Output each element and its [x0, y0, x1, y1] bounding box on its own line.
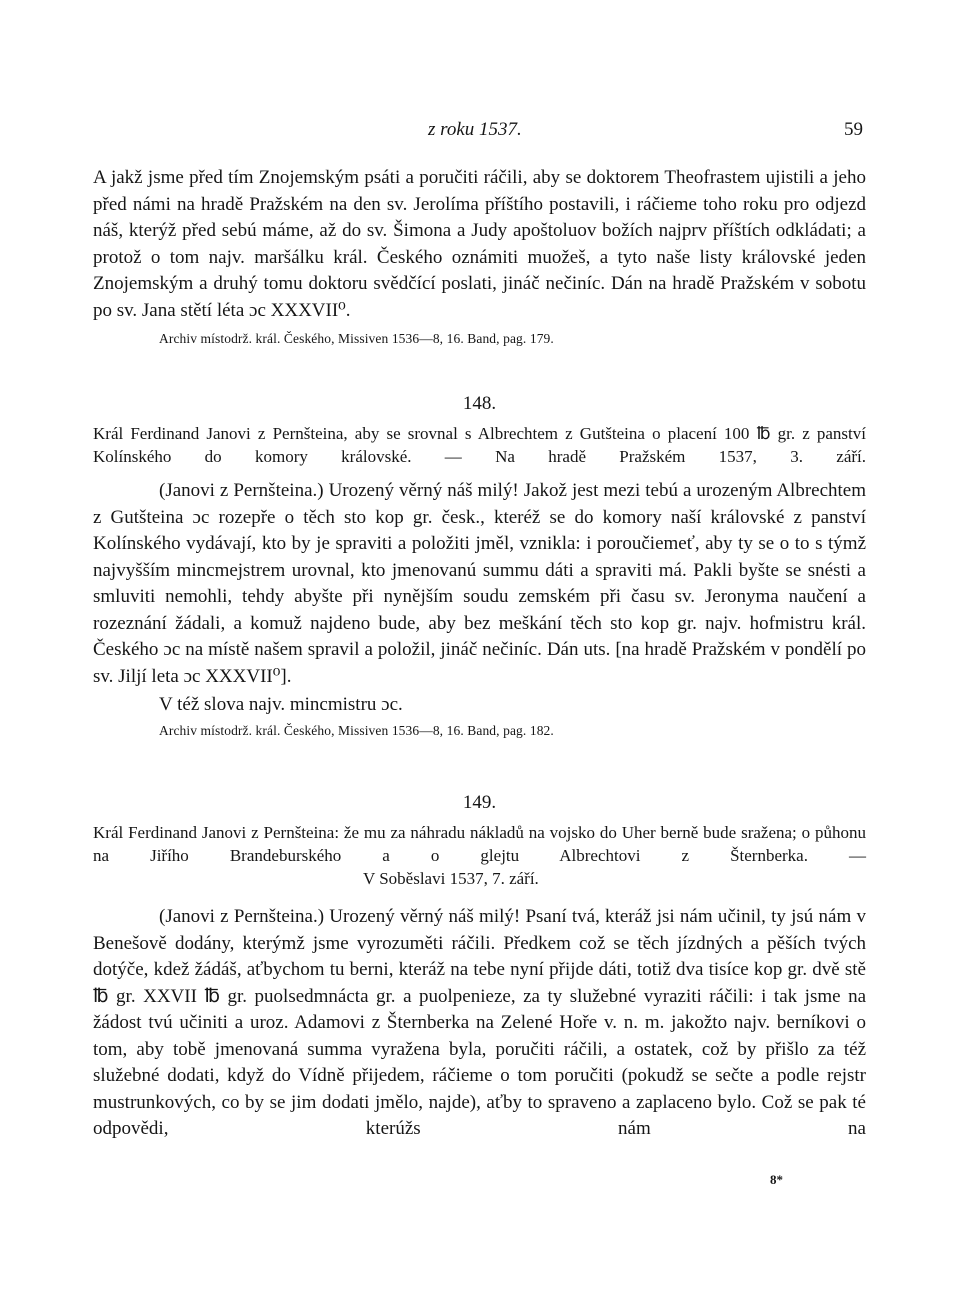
signature-mark: 8*	[770, 1172, 783, 1187]
document-149-text: (Janovi z Pernšteina.) Urozený věrný náš milý! Psaní tvá, kteráž jsi nám učinil, ty jsú nám v Benešově dodány, kterýmž jsme vyrozuměti ráčili. Předkem což se těch jízdných a pěších tvých dotýče, kdež žádáš, aťbychom tu berni, kteráž na tebe nyní přijde dáti, totiž dva tisíce kop gr. dvě stě ℔ gr. XXVII ℔ gr. puolsedmnácta gr. a puolpenieze, za ty služebné vyraziti ráčili: i tak jsme na žádost tvú učiniti a uroz. Adamovi z Šternberka na Zelené Hoře v. n. m. jakožto najv. berníkovi o tom, aby tobě jmenovaná summa vyražena byla, poručiti ráčili, a ostatek, což by přišlo za též služebné dodati, když do Vídně přijedem, ráčieme o tom poručiti (pokudž se sečte a podle rejstr mustrunkových, co by se jim dodati jmělo, najde), aťby to spraveno a zaplaceno bylo. Což se pak té odpovědi, kterúžs nám na	[93, 906, 866, 1139]
document-149	[93, 792, 866, 1143]
document-148-summary: Král Ferdinand Janovi z Pernšteina, aby se srovnal s Albrechtem z Gutšteina o placení 100 ℔ gr. z panství Kolínského do komory královské. — Na hradě Pražském 1537, 3. září.	[93, 424, 866, 466]
document-149-number: 149.	[462, 792, 497, 813]
document-148-number: 148.	[462, 393, 497, 414]
document-148	[93, 393, 866, 740]
running-header	[93, 119, 866, 143]
document-147-text: A jakž jsme před tím Znojemským psáti a poručiti ráčili, aby se doktorem Theofrastem ujistili a jeho před námi na hradě Pražském na den sv. Jerolíma příštího postavili, i ráčieme toho roku pro odjezd náš, kterýž před sebú máme, až do sv. Šimona a Judy apoštoluov božích najprv příštích odkládati; a protož o tom najv. maršálku král. Českého oznámiti muožeš, a tyto naše listy královské jeden Znojemským a druhý tomu doktoru svědčící poslati, jináč nečiníc. Dán na hradě Pražském v sobotu po sv. Jana stětí léta ɔc XXXVII⁰.	[93, 167, 866, 321]
document-149-summary: Král Ferdinand Janovi z Pernšteina: že mu za náhradu nákladů na vojsko do Uher berně bude sražena; o půhonu na Jiřího Brandeburského a o glejtu Albrechtovi z Šternberka. —	[93, 823, 866, 865]
document-148-text: (Janovi z Pernšteina.) Urozený věrný náš milý! Jakož jest mezi tebú a urozeným Albrechtem z Gutšteina ɔc rozepře o těch sto kop gr. česk., kteréž se do komory naší královské z panství Kolínského vydávají, kto by je spraviti a položiti jměl, vznikla: i poroučiemeť, aby ty se o to s týmž najvyšším mincmejstrem urovnal, kto jmenovanú summu dáti a spraviti má. Pakli byšte se snésti a smluviti nemohli, tehdy abyšte při nynějším soudu zemském při času sv. Jeronyma naučení a rozeznání žádali, a komuž najdeno bude, aby bez meškání těch sto kop gr. najv. hofmistru král. Českého ɔc na místě našem spravil a položil, jináč nečiníc. Dán uts. [na hradě Pražském v pondělí po sv. Jiljí leta ɔc XXXVII⁰].	[93, 480, 866, 687]
document-149-summary-place: V Soběslavi 1537, 7. září.	[363, 869, 539, 888]
document-148-source: Archiv místodrž. král. Českého, Missiven 1536—8, 16. Band, pag. 182.	[159, 722, 554, 738]
document-148-note: V též slova najv. mincmistru ɔc.	[159, 694, 403, 715]
document-147-source: Archiv místodrž. král. Českého, Missiven 1536—8, 16. Band, pag. 179.	[159, 331, 554, 346]
document-147-continuation	[93, 165, 866, 348]
running-title: z roku 1537.	[428, 119, 522, 140]
page-number: 59	[844, 119, 863, 140]
